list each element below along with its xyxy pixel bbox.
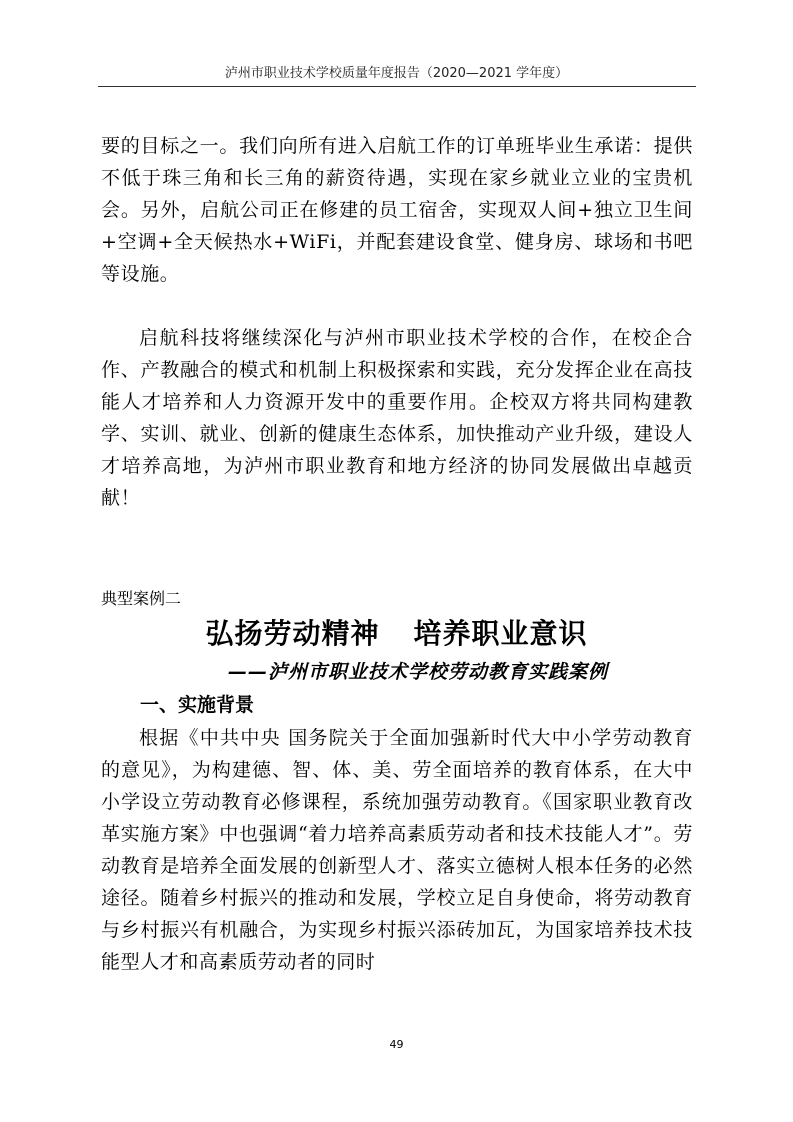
case-title-part2: 培养职业意识 (413, 617, 588, 650)
header-rule (98, 86, 696, 87)
page-number: 49 (389, 1038, 404, 1051)
section-heading: 一、实施背景 (140, 694, 255, 716)
paragraph-continuation (101, 130, 693, 290)
paragraph-cooperation (101, 322, 693, 514)
case-title-part1: 弘扬劳动精神 (205, 617, 380, 650)
paragraph-background (101, 722, 693, 978)
page-header: 泸州市职业技术学校质量年度报告（2020—2021 学年度） (224, 66, 569, 81)
paragraph-text: 启航科技将继续深化与泸州市职业技术学校的合作，在校企合作、产教融合的模式和机制上积极探索和实践，充分发挥企业在高技能人才培养和人力资源开发中的重要作用。企校双方将共同构建教学、实训、就业、创新的健康生态体系，加快推动产业升级，建设人才培养高地，为泸州市职业教育和地方经济的协同发展做出卓越贡献！ (101, 327, 693, 509)
case-label: 典型案例二 (101, 589, 182, 608)
paragraph-text: 根据《中共中央 国务院关于全面加强新时代大中小学劳动教育的意见》，为构建德、智、体、美、劳全面培养的教育体系，在大中小学设立劳动教育必修课程，系统加强劳动教育。《国家职业教育改革实施方案》中也强调“着力培养高素质劳动者和技术技能人才”。劳动教育是培养全面发展的创新型人才、落实立德树人根本任务的必然途径。随着乡村振兴的推动和发展，学校立足自身使命，将劳动教育与乡村振兴有机融合，为实现乡村振兴添砖加瓦，为国家培养技术技能型人才和高素质劳动者的同时 (101, 727, 693, 973)
case-title (0, 612, 793, 652)
case-subtitle: ——泸州市职业技术学校劳动教育实践案例 (228, 661, 609, 683)
paragraph-text: 要的目标之一。我们向所有进入启航工作的订单班毕业生承诺：提供不低于珠三角和长三角的薪资待遇，实现在家乡就业立业的宝贵机会。另外，启航公司正在修建的员工宿舍，实现双人间+独立卫生间+空调+全天候热水+WiFi，并配套建设食堂、健身房、球场和书吧等设施。 (101, 135, 693, 285)
